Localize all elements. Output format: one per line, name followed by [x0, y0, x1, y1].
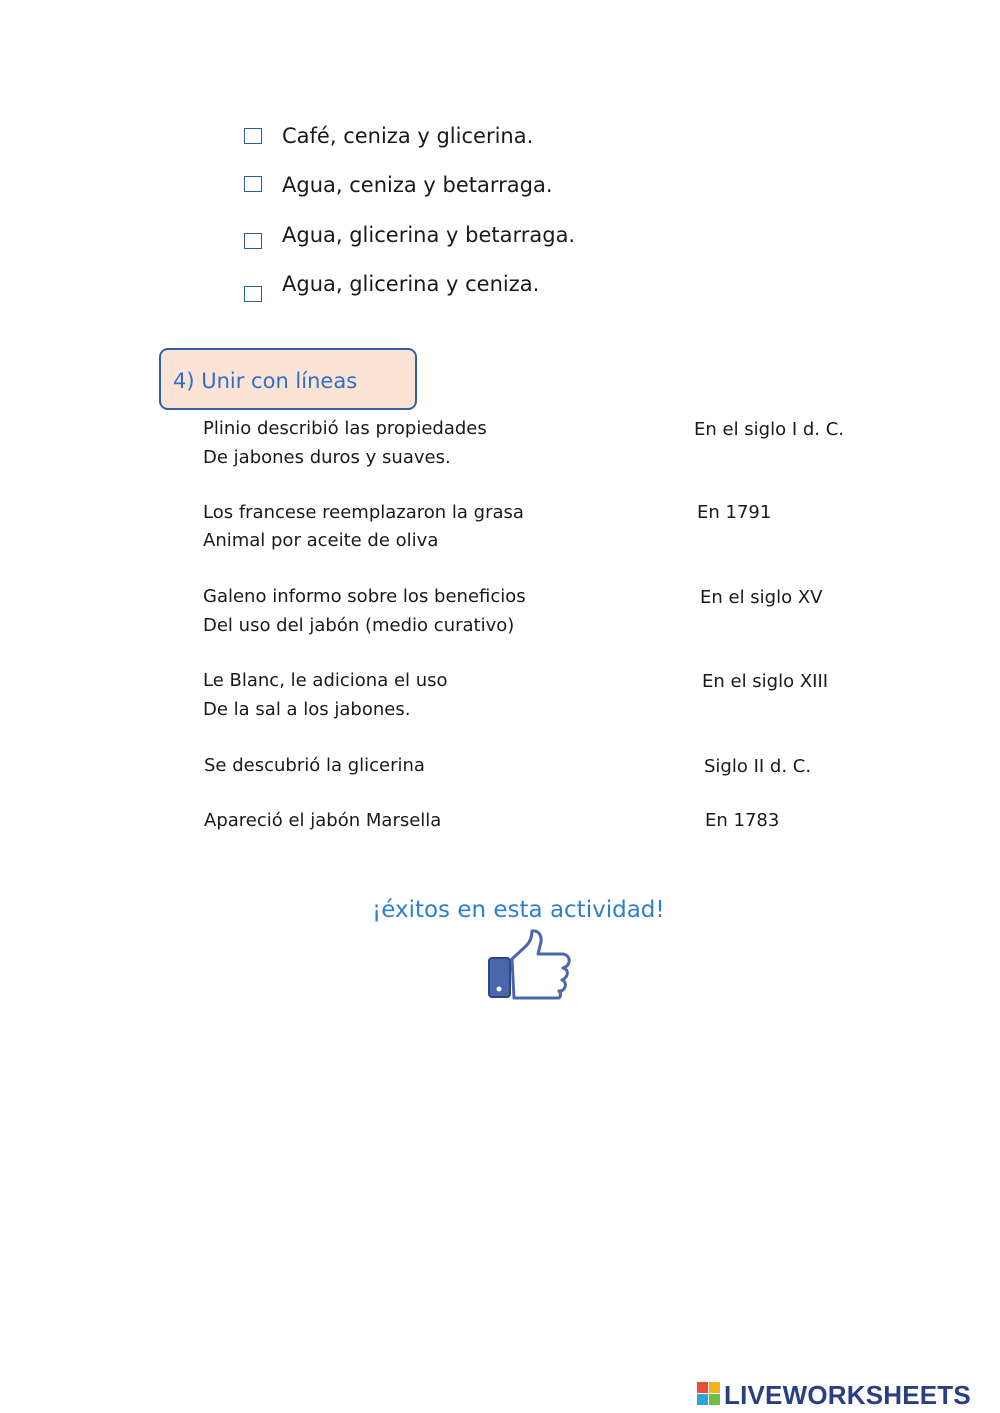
pair-2-right[interactable]: En 1791 [697, 502, 772, 523]
pair-6-left-line-1: Apareció el jabón Marsella [204, 810, 442, 831]
checkbox-3[interactable] [244, 233, 262, 249]
pair-1-left-line-1: Plinio describió las propiedades [203, 418, 487, 439]
pair-5-left-line-1: Se descubrió la glicerina [204, 755, 425, 776]
pair-1-right[interactable]: En el siglo I d. C. [694, 419, 845, 440]
checkbox-1[interactable] [244, 128, 262, 144]
checkbox-4[interactable] [244, 286, 262, 302]
option-label-1: Café, ceniza y glicerina. [282, 124, 534, 148]
option-4[interactable] [244, 270, 664, 302]
section-heading-box [159, 348, 417, 410]
pair-4-left-line-2: De la sal a los jabones. [203, 699, 411, 720]
option-label-4: Agua, glicerina y ceniza. [282, 272, 540, 296]
pair-3-left-line-1: Galeno informo sobre los beneficios [203, 586, 526, 607]
brand-name: LIVEWORKSHEETS [724, 1380, 971, 1410]
option-label-2: Agua, ceniza y betarraga. [282, 173, 553, 197]
pair-2-left-line-1: Los francese reemplazaron la grasa [203, 502, 524, 523]
option-1[interactable] [244, 122, 664, 154]
option-3[interactable] [244, 221, 664, 253]
pair-1-left-line-2: De jabones duros y suaves. [203, 447, 451, 468]
pair-3-right[interactable]: En el siglo XV [700, 587, 823, 608]
option-label-3: Agua, glicerina y betarraga. [282, 223, 576, 247]
pair-6-right[interactable]: En 1783 [705, 810, 780, 831]
pair-4-right[interactable]: En el siglo XIII [702, 671, 829, 692]
liveworksheets-logo-icon [697, 1382, 721, 1406]
pair-5-right[interactable]: Siglo II d. C. [704, 756, 812, 777]
option-2[interactable] [244, 171, 664, 203]
pair-2-left-line-2: Animal por aceite de oliva [203, 530, 439, 551]
pair-4-left-line-1: Le Blanc, le adiciona el uso [203, 670, 448, 691]
closing-message: ¡éxitos en esta actividad! [372, 897, 665, 923]
section-heading: 4) Unir con líneas [173, 369, 358, 393]
thumbs-up-icon [486, 928, 572, 1000]
checkbox-2[interactable] [244, 176, 262, 192]
liveworksheets-brand [697, 1380, 997, 1410]
pair-3-left-line-2: Del uso del jabón (medio curativo) [203, 615, 515, 636]
